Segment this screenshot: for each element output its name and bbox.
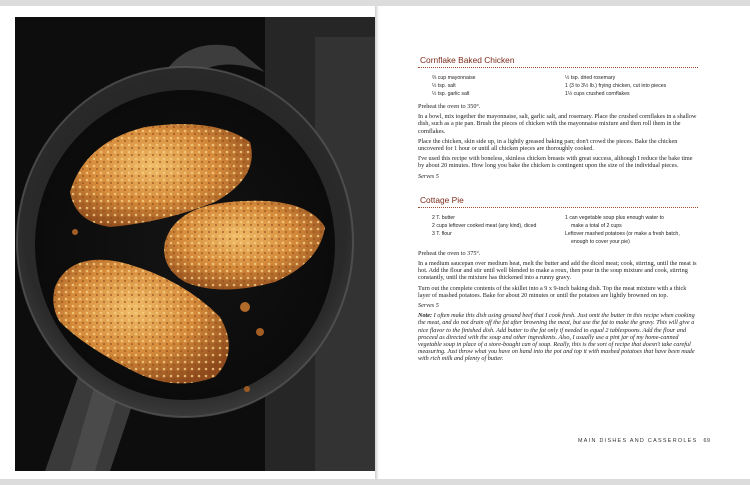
note-label: Note: [418,312,433,320]
recipe-cottage-pie [418,195,698,363]
ingredient: ½ tsp. garlic salt [432,91,470,97]
page-footer [578,438,710,444]
ingredient: 1 can vegetable soup plus enough water to [565,214,664,221]
title-divider [418,67,698,68]
chicken-skillet-photo [15,17,375,471]
recipe-page [418,55,698,366]
recipe-note [418,312,698,362]
serves-line: Serves 5 [418,172,439,180]
recipe-step: I've used this recipe with boneless, skinless chicken breasts with great success, although I reduce the bake time by about 20 minutes. How long you bake the chicken is contingent upon the size of the individual pieces. [418,155,693,170]
ingredient: 2 T. butter [432,214,455,221]
ingredients-list [432,74,698,98]
title-divider [418,207,698,208]
ingredient: make a total of 2 cups [571,222,622,229]
recipe-step: Preheat the oven to 375°. [418,249,481,257]
ingredient: Leftover mashed potatoes (or make a fresh batch, [565,230,680,237]
recipe-step: Preheat the oven to 350°. [418,103,481,110]
serves-line: Serves 5 [418,302,439,310]
ingredient: 1½ cups crushed cornflakes [565,91,630,97]
recipe-step: Turn out the complete contents of the skillet into a 9 x 9-inch baking dish. Top the meat mixture with a thick layer of mashed potatoes. Bake for about 20 minutes or until the potatoes are lightly browned on top. [418,284,687,299]
page-number: 69 [703,438,711,444]
ingredient: ½ tsp. salt [432,83,456,89]
recipe-title: Cornflake Baked Chicken [420,55,515,65]
recipe-cornflake-chicken [418,55,698,180]
running-footer: MAIN DISHES AND CASSEROLES [578,438,698,444]
recipe-title: Cottage Pie [420,194,464,205]
ingredients-list [432,214,698,246]
ingredient: 2 cups leftover cooked meat (any kind), diced [432,222,537,229]
ingredient: ½ tsp. dried rosemary [565,75,616,81]
recipe-step: In a medium saucepan over medium heat, melt the butter and add the diced meat; cook, stirring, until the meat is hot. Add the flour and stir until well blended to make a roux, then pour in the soup mixture and cook, stirring constantly, until the mixture has thickened into a runny gravy. [418,260,697,282]
ingredient: 3 T. flour [432,230,452,237]
ingredient: enough to cover your pie) [571,238,630,245]
recipe-step: In a bowl, mix together the mayonnaise, salt, garlic salt, and rosemary. Place the crushed cornflakes in a shallow dish, such as a pie pan. Brush the pieces of chicken with the mayonnaise mixture and then roll them in the cornflakes. [418,113,697,135]
ingredient: 1 (3 to 3½ lb.) frying chicken, cut into pieces [565,83,667,89]
recipe-step: Place the chicken, skin side up, in a lightly greased baking pan; don't crowd the pieces. Bake the chicken uncovered for 1 hour or until all chicken pieces are thoroughly cooked. [418,137,678,153]
ingredient: ⅔ cup mayonnaise [432,75,476,81]
book-gutter [375,6,379,479]
note-text: I often make this dish using ground beef that I cook fresh. Just omit the butter in this recipe when cooking the meat, and do not drain off the fat after browning the meat, but use the fat to make the gravy. This will give a nice flavor to the finished dish. Add butter to the fat only if needed to equal 2 tablespoons. Add the flour and proceed as directed with the soup and other ingredients. Also, I usually use a pint jar of my home-canned vegetable soup in place of a store-bought can of soup. Really, this is the sort of recipe that doesn't take careful measuring. Just throw what you have on hand into the pot and top it with mashed potatoes that have been made with rich milk and plenty of butter. [418,312,695,363]
